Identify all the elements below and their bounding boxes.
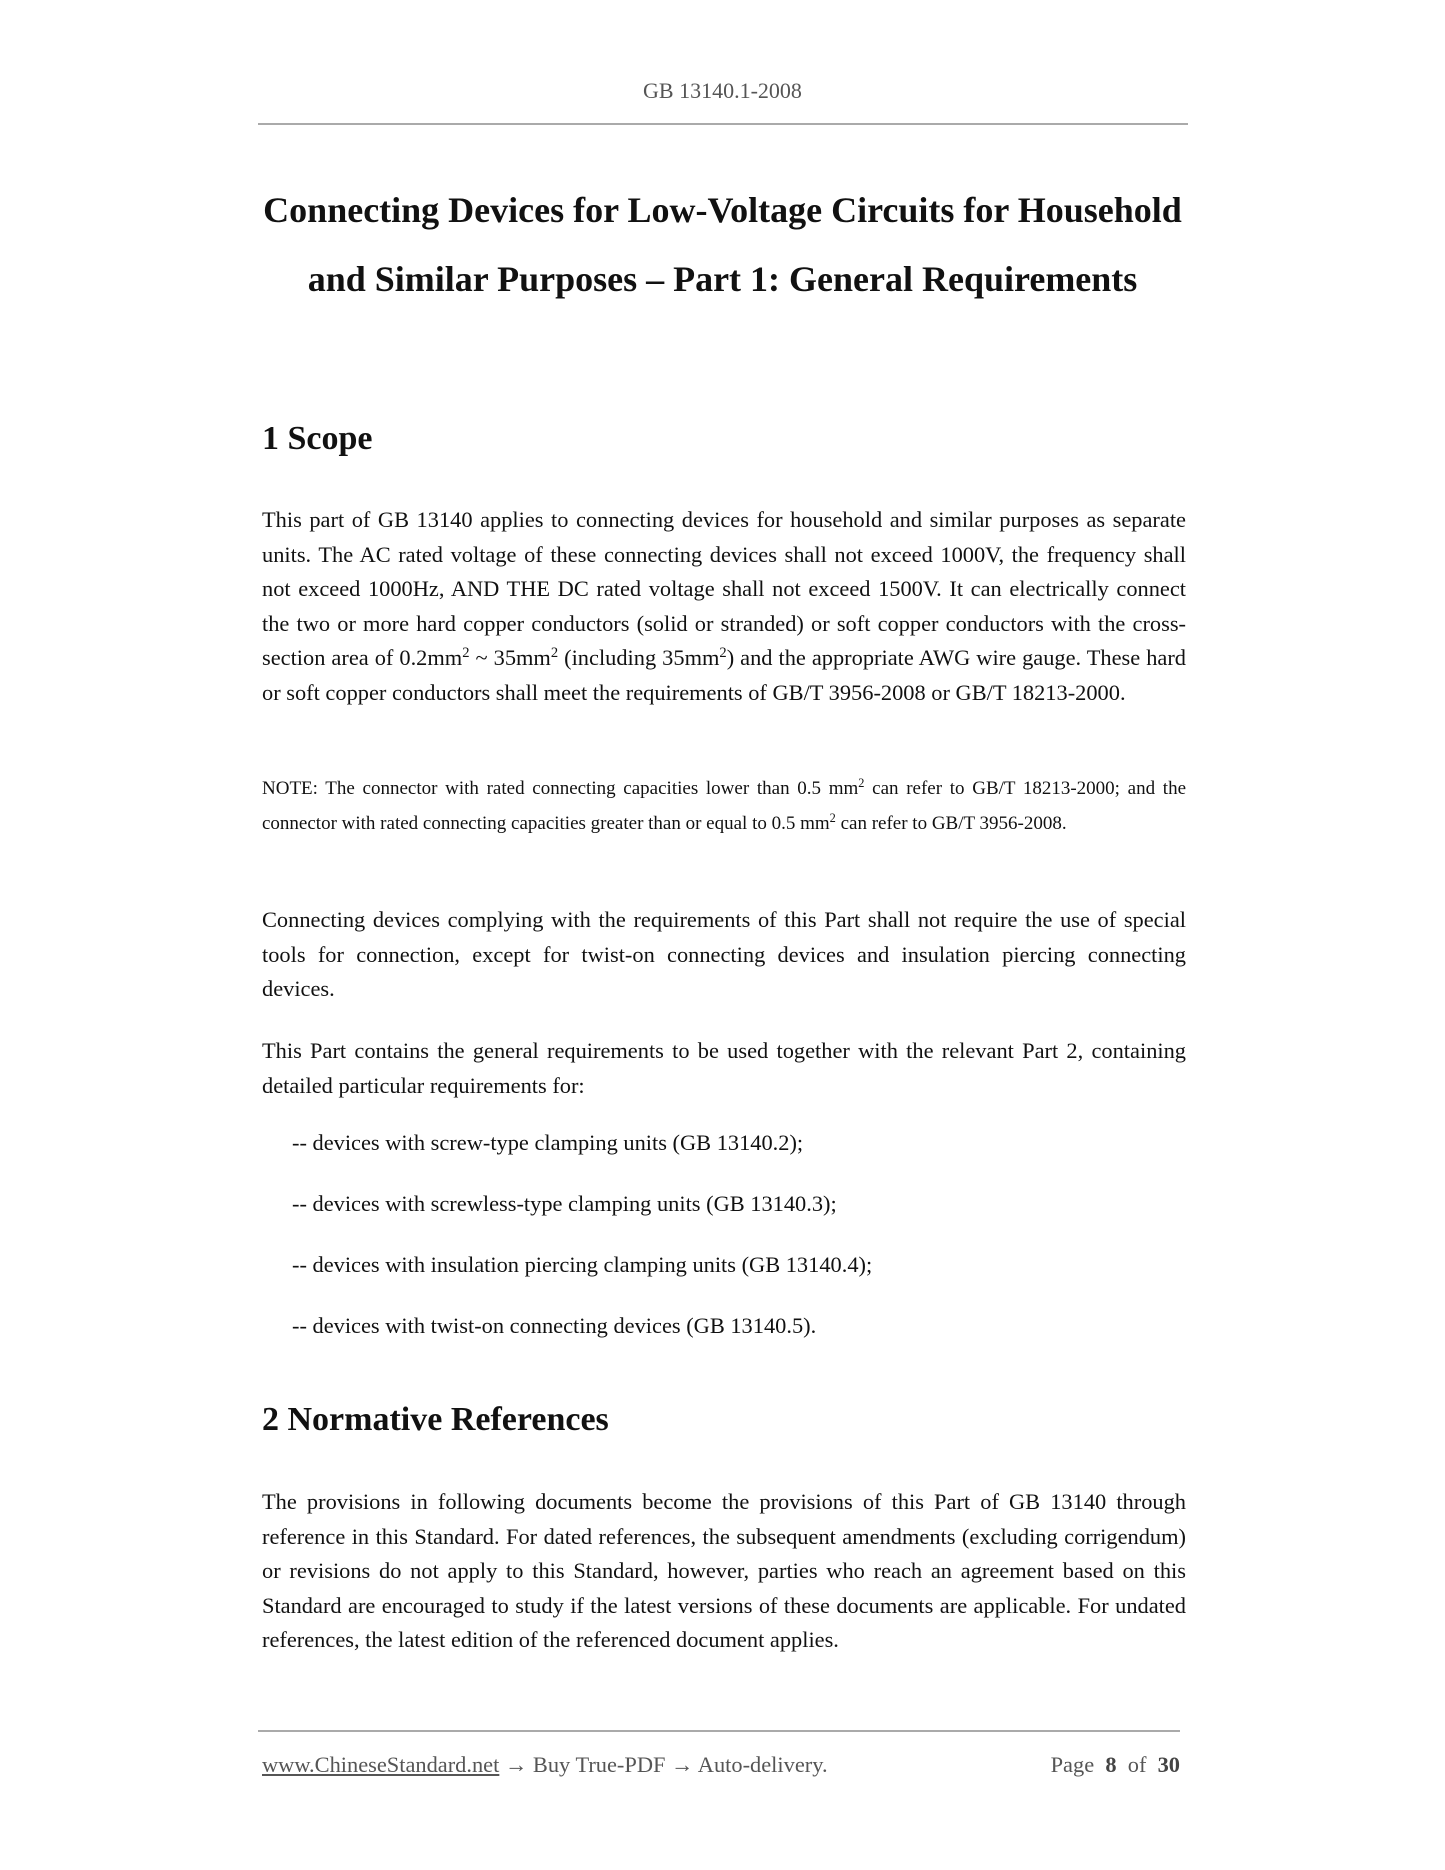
- superscript: 2: [550, 645, 559, 662]
- superscript: 2: [858, 776, 865, 791]
- total-pages: 30: [1157, 1752, 1180, 1777]
- text: can refer to GB/T 18213-2000; and the connector with rated connecting capacities greater than or equal to 0.5 mm: [262, 778, 1186, 834]
- list-item: -- devices with twist-on connecting devices (GB 13140.5).: [292, 1313, 817, 1338]
- scope-paragraph-2: Connecting devices complying with the requirements of this Part shall not require the use of special tools for connection, except for twist-on connecting devices and insulation piercing connecting devices.: [262, 907, 1186, 1002]
- list-item: -- devices with screwless-type clamping units (GB 13140.3);: [292, 1191, 837, 1216]
- page-label: Page: [1050, 1752, 1095, 1777]
- text: ~ 35mm: [469, 645, 551, 671]
- footer-text: → Buy True-PDF → Auto-delivery.: [499, 1752, 828, 1777]
- superscript: 2: [462, 645, 470, 662]
- section-2-heading: 2 Normative References: [262, 1401, 609, 1438]
- footer: [262, 1752, 1180, 1778]
- text: can refer to GB/T 3956-2008.: [835, 812, 1067, 834]
- website-link[interactable]: www.ChineseStandard.net: [262, 1752, 500, 1777]
- page-number: [1051, 1752, 1180, 1778]
- list-item: -- devices with insulation piercing clamping units (GB 13140.4);: [292, 1252, 873, 1277]
- header-doc-id: GB 13140.1-2008: [643, 78, 802, 103]
- title-line-1: Connecting Devices for Low-Voltage Circuits for Household: [263, 190, 1182, 230]
- superscript: 2: [829, 810, 836, 825]
- scope-paragraph-1: [262, 503, 1186, 711]
- footer-promo: [262, 1752, 828, 1778]
- of-label: of: [1127, 1752, 1147, 1777]
- header-divider: [258, 123, 1188, 125]
- normative-references-paragraph: The provisions in following documents become the provisions of this Part of GB 13140 through reference in this Standard. For dated references, the subsequent amendments (excluding corrigendum) or revisions do not apply to this Standard, however, parties who reach an agreement based on this Standard are encouraged to study if the latest versions of these documents are applicable. For undated references, the latest edition of the referenced document applies.: [262, 1489, 1186, 1653]
- text: (including 35mm: [558, 645, 720, 671]
- text: This part of GB 13140 applies to connecting devices for household and similar purposes as separate units. The AC rated voltage of these connecting devices shall not exceed 1000V, the frequency shall not exceed 1000Hz, AND THE DC rated voltage shall not exceed 1500V. It can electrically connect the two or more hard copper conductors (solid or stranded) or soft copper conductors with the cross-section area of 0.2mm: [262, 507, 1186, 671]
- footer-divider: [258, 1730, 1180, 1732]
- title-line-2: and Similar Purposes – Part 1: General Requirements: [307, 259, 1138, 299]
- superscript: 2: [719, 645, 727, 662]
- list-item: -- devices with screw-type clamping units (GB 13140.2);: [292, 1130, 804, 1155]
- text: NOTE: The connector with rated connecting capacities lower than 0.5 mm: [262, 778, 859, 799]
- text: ) and the appropriate AWG wire gauge. These hard or soft copper conductors shall meet the requirements of GB/T 3956-2008 or GB/T 18213-2000.: [262, 645, 1186, 705]
- current-page: 8: [1105, 1752, 1117, 1777]
- document-title: [240, 176, 1205, 314]
- section-1-heading: 1 Scope: [262, 420, 373, 457]
- scope-note: [262, 772, 1186, 841]
- scope-paragraph-3: This Part contains the general requirements to be used together with the relevant Part 2, containing detailed particular requirements for:: [262, 1038, 1186, 1098]
